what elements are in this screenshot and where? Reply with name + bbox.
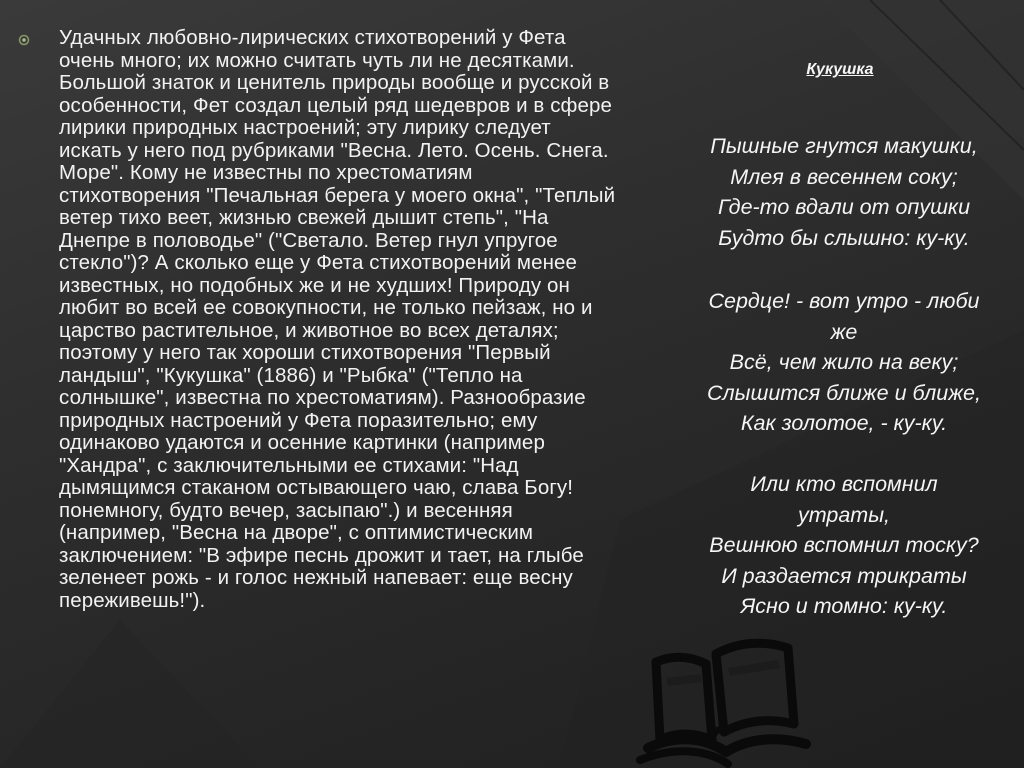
poem-line: Вешнюю вспомнил тоску? [709,533,979,557]
poem-line: Где-то вдали от опушки [717,195,971,219]
poem-line: И раздается трикраты [721,563,967,588]
poem-line: Будто бы слышно: ку-ку. [718,225,970,250]
poem-stanza-1 [666,131,1022,253]
poem-line: Ясно и томно: ку-ку. [740,594,948,618]
poem-title: Кукушка [806,61,874,78]
open-book-icon [628,620,828,768]
poem-line: Или кто вспомнил [750,472,938,496]
poem-stanza-2 [666,286,1022,439]
poem-line: Как золотое, - ку-ку. [740,411,948,435]
body-text: Удачных любовно-лирических стихотворений у Фета очень много; их можно считать чуть ли не десятками. Большой знаток и ценитель природы вообще и русской в особенности, Фет создал целый ряд шедевров и в сфере лирики природных настроений; эту лирику следует искать у него под рубриками "Весна. Лето. Осень. Снега. Море". Кому не известны по хрестоматиям стихотворения "Печальная берега у моего окна", "Теплый ветер тихо веет, жизнью свежей дышит степь", "На Днепре в половодье" ("Светало. Ветер гнул упругое стекло")? А сколько еще у Фета стихотворений менее известных, но подобных же и не худших! Природу он любит во всей ее совокупности, не только пейзаж, но и царство растительное, и животное во всех деталях; поэтому у него так хороши стихотворения "Первый ландыш", "Кукушка" (1886) и "Рыбка" ("Тепло на солнышке", известна по хрестоматиям). Разнообразие природных настроений у Фета поразительно; ему одинаково удаются и осенние картинки (например "Хандра", с заключительными ее стихами: "Над дымящимся стаканом остывающего чаю, слава Богу! понемногу, будто вечер, засыпаю".) и весенняя (например, "Весна на дворе", с оптимистическим заключением: "В эфире песнь дрожит и тает, на глыбе зеленеет рожь - и голос нежный напевает: еще весну переживешь!"). [59,26,616,612]
poem-line: Пышные гнутся макушки, [710,134,978,158]
poem-line: же [830,319,858,344]
poem-line: Сердце! - вот утро - люби [708,289,980,313]
poem-line: Всё, чем жило на веку; [729,350,959,374]
poem-line: Слышится ближе и ближе, [707,380,981,405]
poem-line: Млея в весеннем соку; [730,164,958,189]
circle-bullet-icon [18,34,30,46]
poem-stanza-3 [666,469,1022,622]
poem-line: утраты, [797,502,891,527]
